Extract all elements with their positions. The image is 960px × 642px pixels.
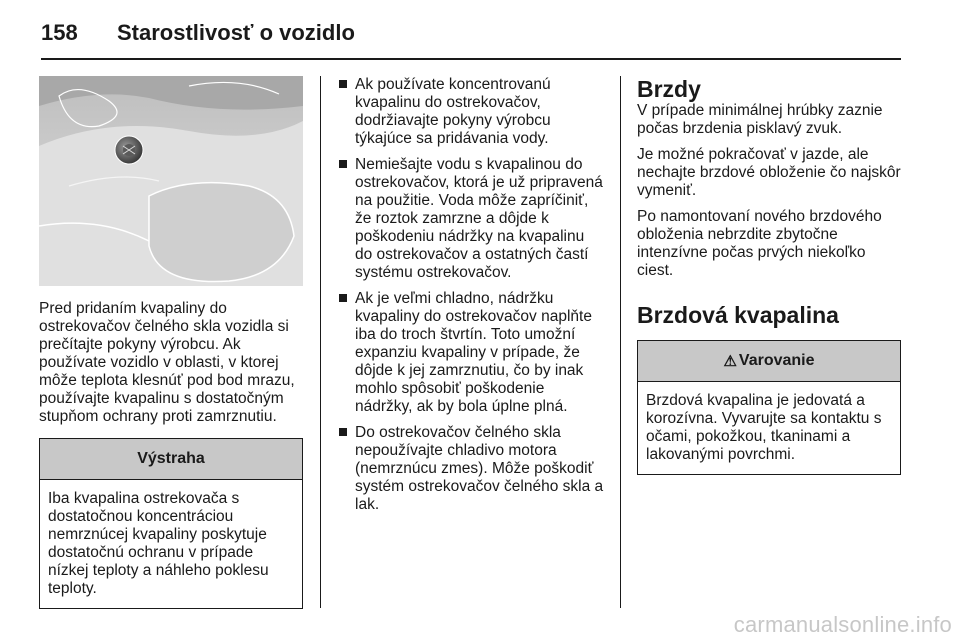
list-item-text: Nemiešajte vodu s kvapalinou do ostrekovačov, ktorá je už pripravená na použitie. Voda môže zapríčiniť, že roztok zamrzne a dôjde k poškodeniu nádržky na kvapalinu do ostrekovačov a ostatných častí systému ostrekovačov. <box>355 156 603 281</box>
page-header <box>41 14 901 60</box>
list-item <box>339 76 605 148</box>
list-item-text: Ak používate koncentrovanú kvapalinu do ostrekovačov, dodržiavajte pokyny výrobcu týkajúce sa pridávania vody. <box>355 76 551 147</box>
bullet-icon <box>339 80 347 88</box>
list-item <box>339 424 605 514</box>
warning-body <box>638 382 900 474</box>
chapter-title: Starostlivosť o vozidlo <box>117 20 355 45</box>
intro-paragraph: Pred pridaním kvapaliny do ostrekovačov čelného skla vozidla si prečítajte pokyny výrobcu. Ak používate vozidlo v oblasti, v ktorej môže teplota klesnúť pod bod mrazu, používajte kvapalinu s dostatočným stupňom ochrany proti zamrznutiu. <box>39 300 295 425</box>
list-item-text: Ak je veľmi chladno, nádržku kvapaliny do ostrekovačov naplňte iba do troch štvrtín. Toto umožní expanziu kvapaliny v prípade, že dôjde k jej zamrznutiu, čo by inak mohlo spôsobiť poškodenie nádržky, ak by bola úplne plná. <box>355 290 592 415</box>
bullet-list <box>339 76 605 514</box>
middle-column <box>339 76 605 522</box>
column-divider <box>320 76 321 608</box>
brakes-paragraph-1: V prípade minimálnej hrúbky zaznie počas brzdenia pisklavý zvuk. <box>637 102 883 137</box>
bullet-icon <box>339 160 347 168</box>
warning-text: Brzdová kvapalina je jedovatá a korozívna. Vyvarujte sa kontaktu s očami, pokožkou, tkaninami a lakovanými povrchmi. <box>646 392 882 463</box>
brakes-paragraph-2: Je možné pokračovať v jazde, ale nechajte brzdové obloženie čo najskôr vymeniť. <box>637 146 901 199</box>
page-number: 158 <box>41 20 78 45</box>
list-item <box>339 156 605 282</box>
warning-triangle-icon: ⚠ <box>723 353 737 370</box>
brakes-paragraph-3: Po namontovaní nového brzdového obloženia nebrzdite zbytočne intenzívne počas prvých niekoľko ciest. <box>637 208 882 279</box>
section-heading-brakes: Brzdy <box>637 76 701 102</box>
bullet-icon <box>339 428 347 436</box>
column-divider <box>620 76 621 608</box>
left-column <box>39 76 303 609</box>
watermark: carmanualsonline.info <box>733 612 952 637</box>
list-item <box>339 290 605 416</box>
list-item-text: Do ostrekovačov čelného skla nepoužívajte chladivo motora (nemrznúcu zmes). Môže poškodiť systém ostrekovačov čelného skla a lak. <box>355 424 604 513</box>
warning-title: Varovanie <box>738 352 815 369</box>
engine-bay-illustration <box>39 76 303 286</box>
notice-body <box>40 480 302 608</box>
warning-box <box>637 340 901 475</box>
notice-text: Iba kvapalina ostrekovača s dostatočnou koncentráciou nemrznúcej kvapaliny poskytuje dostatočnú ochranu v prípade nízkej teploty a náhleho poklesu teploty. <box>48 490 269 597</box>
notice-title: Výstraha <box>40 439 302 480</box>
warning-header <box>638 341 900 382</box>
bullet-icon <box>339 294 347 302</box>
section-heading-brake-fluid: Brzdová kvapalina <box>637 302 839 328</box>
washer-reservoir-figure <box>39 76 303 286</box>
header-rule <box>41 58 901 60</box>
notice-box <box>39 438 303 609</box>
right-column <box>637 76 901 475</box>
